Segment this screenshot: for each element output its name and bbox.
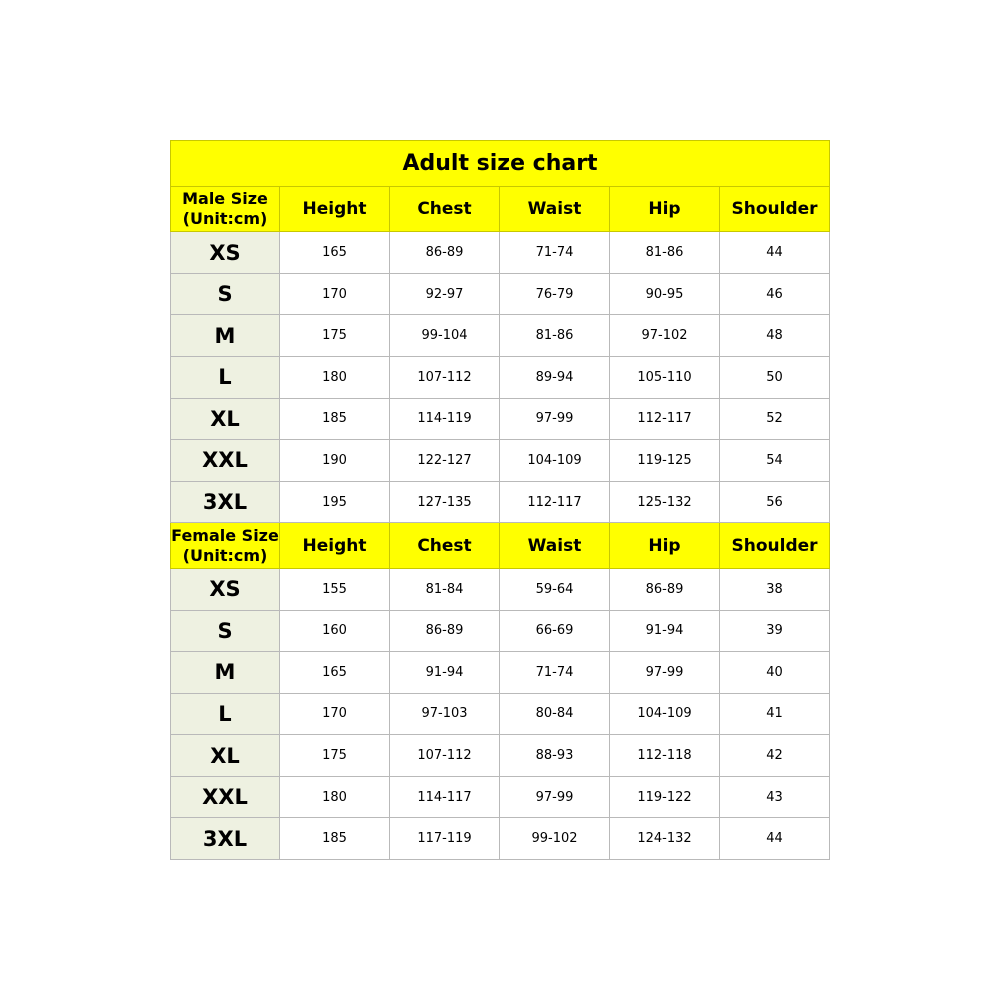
measurement-cell: 180 [280,356,390,398]
size-label-cell: XS [171,232,280,274]
measurement-cell: 185 [280,818,390,860]
measurement-cell: 97-103 [390,693,500,735]
measurement-cell: 117-119 [390,818,500,860]
table-row [171,273,830,315]
size-label-cell: L [171,693,280,735]
measurement-cell: 41 [720,693,830,735]
measurement-cell: 54 [720,440,830,482]
measurement-cell: 39 [720,610,830,652]
measurement-cell: 59-64 [500,568,610,610]
measurement-cell: 165 [280,232,390,274]
table-row [171,693,830,735]
section-header-row [171,186,830,232]
size-column-header [171,186,280,232]
measurement-cell: 86-89 [390,232,500,274]
measurement-cell: 52 [720,398,830,440]
size-label-cell: S [171,273,280,315]
column-header: Hip [610,523,720,569]
column-header: Height [280,186,390,232]
measurement-cell: 97-102 [610,315,720,357]
measurement-cell: 170 [280,693,390,735]
measurement-cell: 114-117 [390,776,500,818]
measurement-cell: 76-79 [500,273,610,315]
measurement-cell: 90-95 [610,273,720,315]
measurement-cell: 38 [720,568,830,610]
table-row [171,440,830,482]
measurement-cell: 80-84 [500,693,610,735]
size-label-cell: XXL [171,776,280,818]
measurement-cell: 46 [720,273,830,315]
measurement-cell: 160 [280,610,390,652]
column-header: Hip [610,186,720,232]
table-row [171,776,830,818]
measurement-cell: 99-102 [500,818,610,860]
table-row [171,568,830,610]
column-header: Shoulder [720,523,830,569]
measurement-cell: 107-112 [390,356,500,398]
measurement-cell: 165 [280,652,390,694]
measurement-cell: 122-127 [390,440,500,482]
measurement-cell: 124-132 [610,818,720,860]
measurement-cell: 180 [280,776,390,818]
measurement-cell: 88-93 [500,735,610,777]
measurement-cell: 127-135 [390,481,500,523]
size-header-label: Male Size [182,188,268,208]
table-row [171,652,830,694]
measurement-cell: 112-118 [610,735,720,777]
measurement-cell: 105-110 [610,356,720,398]
section-header-row [171,523,830,569]
measurement-cell: 50 [720,356,830,398]
measurement-cell: 56 [720,481,830,523]
measurement-cell: 125-132 [610,481,720,523]
measurement-cell: 119-125 [610,440,720,482]
size-label-cell: M [171,652,280,694]
measurement-cell: 195 [280,481,390,523]
measurement-cell: 114-119 [390,398,500,440]
size-label-cell: XL [171,735,280,777]
measurement-cell: 71-74 [500,652,610,694]
size-header-unit: (Unit:cm) [182,545,268,565]
column-header: Waist [500,523,610,569]
measurement-cell: 81-86 [610,232,720,274]
table-row [171,735,830,777]
measurement-cell: 104-109 [500,440,610,482]
size-label-cell: L [171,356,280,398]
measurement-cell: 99-104 [390,315,500,357]
table-row [171,398,830,440]
measurement-cell: 175 [280,315,390,357]
title-row [171,141,830,187]
chart-title: Adult size chart [171,141,830,187]
size-label-cell: XL [171,398,280,440]
measurement-cell: 107-112 [390,735,500,777]
measurement-cell: 44 [720,818,830,860]
size-label-cell: XS [171,568,280,610]
measurement-cell: 86-89 [390,610,500,652]
size-chart-table [170,140,830,860]
measurement-cell: 170 [280,273,390,315]
measurement-cell: 97-99 [500,776,610,818]
measurement-cell: 91-94 [610,610,720,652]
size-label-cell: XXL [171,440,280,482]
column-header: Chest [390,523,500,569]
table-row [171,481,830,523]
size-column-header [171,523,280,569]
size-header-label: Female Size [171,525,279,545]
measurement-cell: 71-74 [500,232,610,274]
measurement-cell: 97-99 [500,398,610,440]
measurement-cell: 112-117 [610,398,720,440]
measurement-cell: 112-117 [500,481,610,523]
table-row [171,232,830,274]
size-label-cell: M [171,315,280,357]
measurement-cell: 44 [720,232,830,274]
table-row [171,315,830,357]
measurement-cell: 97-99 [610,652,720,694]
measurement-cell: 104-109 [610,693,720,735]
size-label-cell: 3XL [171,481,280,523]
measurement-cell: 155 [280,568,390,610]
size-header-unit: (Unit:cm) [182,208,268,228]
measurement-cell: 175 [280,735,390,777]
table-row [171,610,830,652]
size-label-cell: 3XL [171,818,280,860]
column-header: Shoulder [720,186,830,232]
size-label-cell: S [171,610,280,652]
measurement-cell: 190 [280,440,390,482]
measurement-cell: 48 [720,315,830,357]
column-header: Height [280,523,390,569]
size-chart-body [171,141,830,860]
column-header: Chest [390,186,500,232]
measurement-cell: 81-86 [500,315,610,357]
table-row [171,356,830,398]
measurement-cell: 91-94 [390,652,500,694]
measurement-cell: 185 [280,398,390,440]
measurement-cell: 66-69 [500,610,610,652]
measurement-cell: 119-122 [610,776,720,818]
measurement-cell: 92-97 [390,273,500,315]
measurement-cell: 43 [720,776,830,818]
column-header: Waist [500,186,610,232]
table-row [171,818,830,860]
measurement-cell: 86-89 [610,568,720,610]
measurement-cell: 81-84 [390,568,500,610]
measurement-cell: 89-94 [500,356,610,398]
measurement-cell: 40 [720,652,830,694]
measurement-cell: 42 [720,735,830,777]
